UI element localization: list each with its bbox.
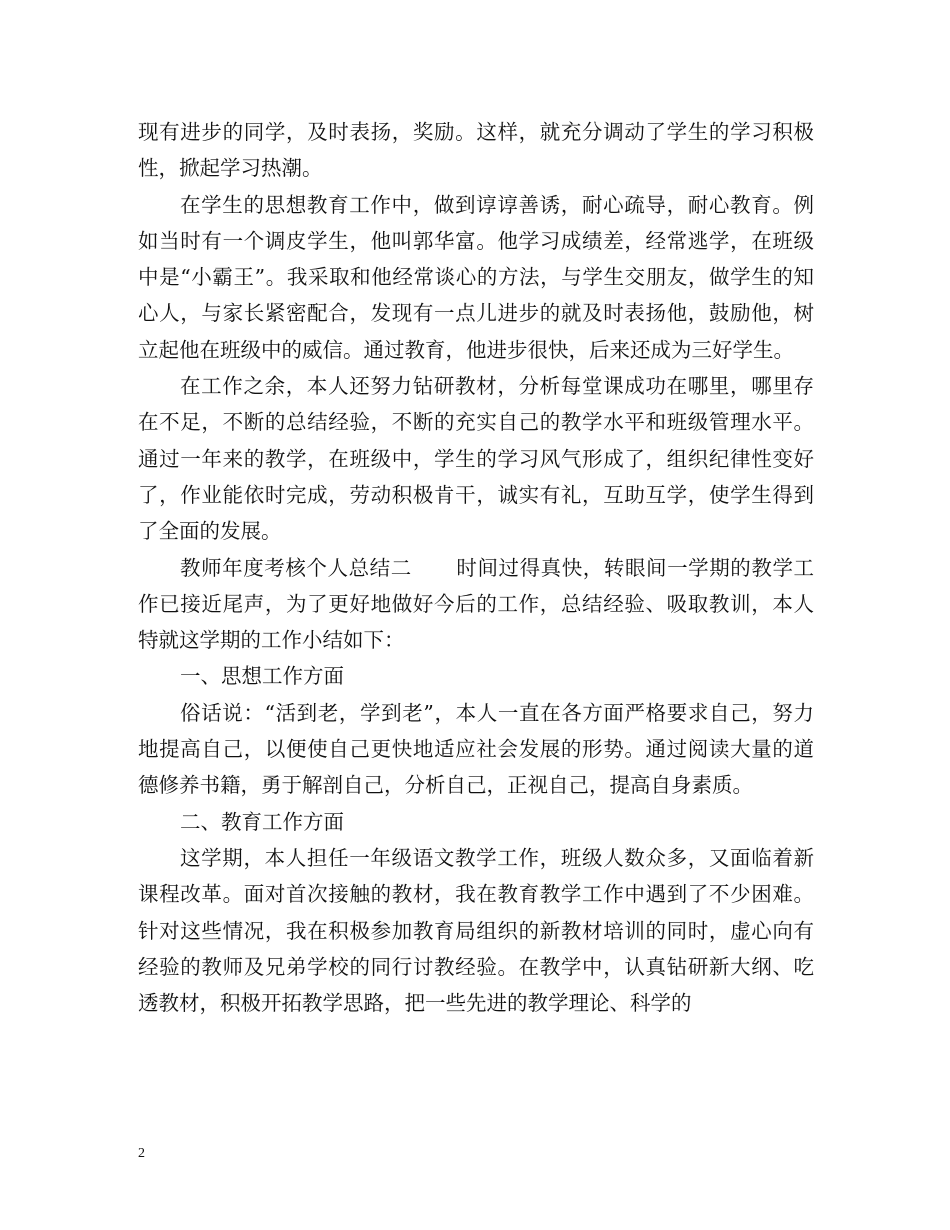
paragraph-praise-progress: 现有进步的同学，及时表扬，奖励。这样，就充分调动了学生的学习积极性，掀起学习热潮。: [138, 120, 814, 181]
paragraph-education-work: 这学期，本人担任一年级语文教学工作，班级人数众多，又面临着新课程改革。面对首次接触的教材，我在教育教学工作中遇到了不少困难。针对这些情况，我在积极参加教育局组织的新教材培训的同时，虚心向有经验的教师及兄弟学校的同行讨教经验。在教学中，认真钻研新大纲、吃透教材，积极开拓教学思路，把一些先进的教学理论、科学的: [138, 845, 814, 1016]
heading-education-work: 二、教育工作方面: [180, 809, 344, 834]
paragraph-thought-work: 俗话说：“活到老，学到老”，本人一直在各方面严格要求自己，努力地提高自己，以便使自己更快地适应社会发展的形势。通过阅读大量的道德修养书籍，勇于解剖自己，分析自己，正视自己，提高自身素质。: [138, 700, 814, 798]
paragraph-section-two-intro: [138, 550, 814, 659]
heading-thought-work: 一、思想工作方面: [180, 664, 344, 689]
section-title: 教师年度考核个人总结二: [180, 555, 412, 580]
section-intro: 时间过得真快，转眼间一学期的教学工作已接近尾声，为了更好地做好今后的工作，总结经验、吸取教训，本人特就这学期的工作小结如下：: [138, 555, 815, 653]
page-number: 2: [138, 1146, 145, 1161]
document-body: [138, 114, 814, 1021]
paragraph-ideological-education: 在学生的思想教育工作中，做到谆谆善诱，耐心疏导，耐心教育。例如当时有一个调皮学生，他叫郭华富。他学习成绩差，经常逃学，在班级中是“小霸王”。我采取和他经常谈心的方法，与学生交朋友，做学生的知心人，与家长紧密配合，发现有一点儿进步的就及时表扬他，鼓励他，树立起他在班级中的威信。通过教育，他进步很快，后来还成为三好学生。: [138, 192, 814, 362]
paragraph-self-improvement: 在工作之余，本人还努力钻研教材，分析每堂课成功在哪里，哪里存在不足，不断的总结经验，不断的充实自己的教学水平和班级管理水平。通过一年来的教学，在班级中，学生的学习风气形成了，组织纪律性变好了，作业能依时完成，劳动积极肯干，诚实有礼，互助互学，使学生得到了全面的发展。: [138, 374, 814, 544]
